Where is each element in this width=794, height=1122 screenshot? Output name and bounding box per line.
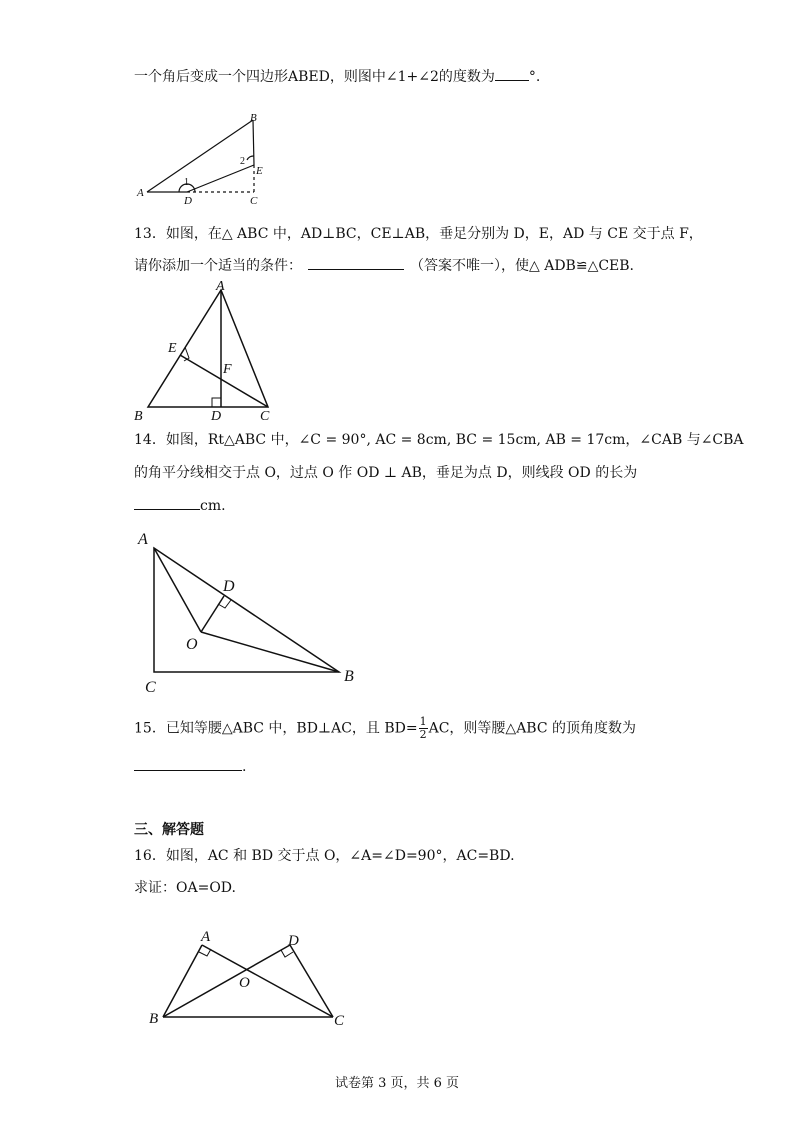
q14-line2: 的角平分线相交于点 O，过点 O 作 OD ⊥ AB，垂足为点 D，则线段 OD 的长为: [134, 465, 638, 481]
segment-AO: [154, 548, 201, 632]
q14-line3: [134, 495, 226, 516]
q13-line2-pre: 请你添加一个适当的条件：: [134, 258, 302, 274]
label-A: A: [138, 531, 148, 548]
q13-line1: 13．如图，在△ ABC 中，AD⊥BC，CE⊥AB，垂足分别为 D，E，AD 与 CE 交于点 F，: [134, 226, 703, 242]
figure-16-crossed-triangles: [145, 925, 355, 1035]
label-E: E: [168, 341, 177, 356]
label-C: C: [145, 679, 156, 696]
q15-fraction: [419, 716, 428, 741]
label-D: D: [211, 409, 222, 424]
label-D: D: [223, 578, 235, 595]
figure-13-triangle: [132, 278, 292, 428]
label-A: A: [216, 279, 225, 294]
q15-line1-post: AC，则等腰△ABC 的顶角度数为: [428, 720, 637, 737]
label-D: D: [184, 195, 192, 207]
right-angle-D: [281, 950, 293, 957]
segment-AC: [202, 945, 333, 1017]
label-angle-1: 1: [184, 177, 189, 188]
label-A: A: [201, 929, 211, 945]
label-A: A: [137, 187, 144, 199]
label-O: O: [186, 636, 198, 653]
q13-answer-blank[interactable]: [308, 255, 404, 270]
segment-ED: [187, 165, 254, 192]
q15-line1: [134, 716, 636, 742]
q15-line2-post: .: [242, 759, 247, 775]
q15-line1-pre: 15．已知等腰△ABC 中，BD⊥AC，且 BD=: [134, 720, 418, 737]
q15-fraction-denominator: 2: [419, 728, 427, 741]
section-heading: 三、解答题: [134, 822, 204, 838]
angle-2-arc: [247, 156, 254, 160]
segment-CD: [290, 945, 333, 1017]
label-B: B: [344, 668, 354, 685]
q13-line2: [134, 255, 634, 276]
label-B: B: [149, 1011, 159, 1027]
label-C: C: [250, 195, 258, 207]
q14-answer-blank[interactable]: [134, 495, 200, 510]
q13-line2-post: （答案不唯一），使△ ADB≌△CEB.: [410, 258, 635, 274]
label-angle-2: 2: [240, 156, 245, 167]
segment-OD: [201, 596, 224, 632]
label-O: O: [239, 975, 250, 991]
q14-line3-post: cm.: [200, 498, 226, 514]
segment-BE: [253, 120, 254, 165]
q12-line1-end: °.: [528, 69, 541, 85]
segment-OB: [201, 632, 339, 672]
label-C: C: [334, 1013, 345, 1029]
right-angle-A: [199, 949, 211, 956]
label-D: D: [288, 933, 299, 949]
label-F: F: [223, 362, 232, 377]
q12-answer-blank[interactable]: [495, 66, 529, 81]
q16-line2: 求证：OA=OD.: [134, 880, 236, 896]
label-E: E: [256, 165, 263, 177]
label-B: B: [250, 112, 257, 124]
segment-AB: [147, 120, 253, 192]
page-footer: 试卷第 3 页，共 6 页: [334, 1076, 460, 1091]
q15-fraction-numerator: 1: [419, 715, 427, 728]
q16-line1: 16．如图，AC 和 BD 交于点 O，∠A=∠D=90°，AC=BD.: [134, 848, 515, 864]
q14-line1: 14．如图，Rt△ABC 中，∠C = 90°, AC = 8cm, BC = 15cm, AB = 17cm，∠CAB 与∠CBA: [134, 432, 744, 448]
figure-12-quadrilateral: [134, 108, 274, 208]
label-B: B: [134, 409, 143, 424]
q12-line1: 一个角后变成一个四边形ABED，则图中∠1+∠2的度数为: [134, 69, 495, 85]
right-angle-D: [212, 398, 221, 407]
q12-text: [134, 66, 540, 87]
triangle-ABC: [154, 548, 339, 672]
figure-14-right-triangle: [134, 528, 364, 698]
q15-answer-blank[interactable]: [134, 756, 242, 771]
triangle-ABC: [148, 290, 268, 407]
label-C: C: [260, 409, 270, 424]
q15-line2: [134, 756, 246, 777]
